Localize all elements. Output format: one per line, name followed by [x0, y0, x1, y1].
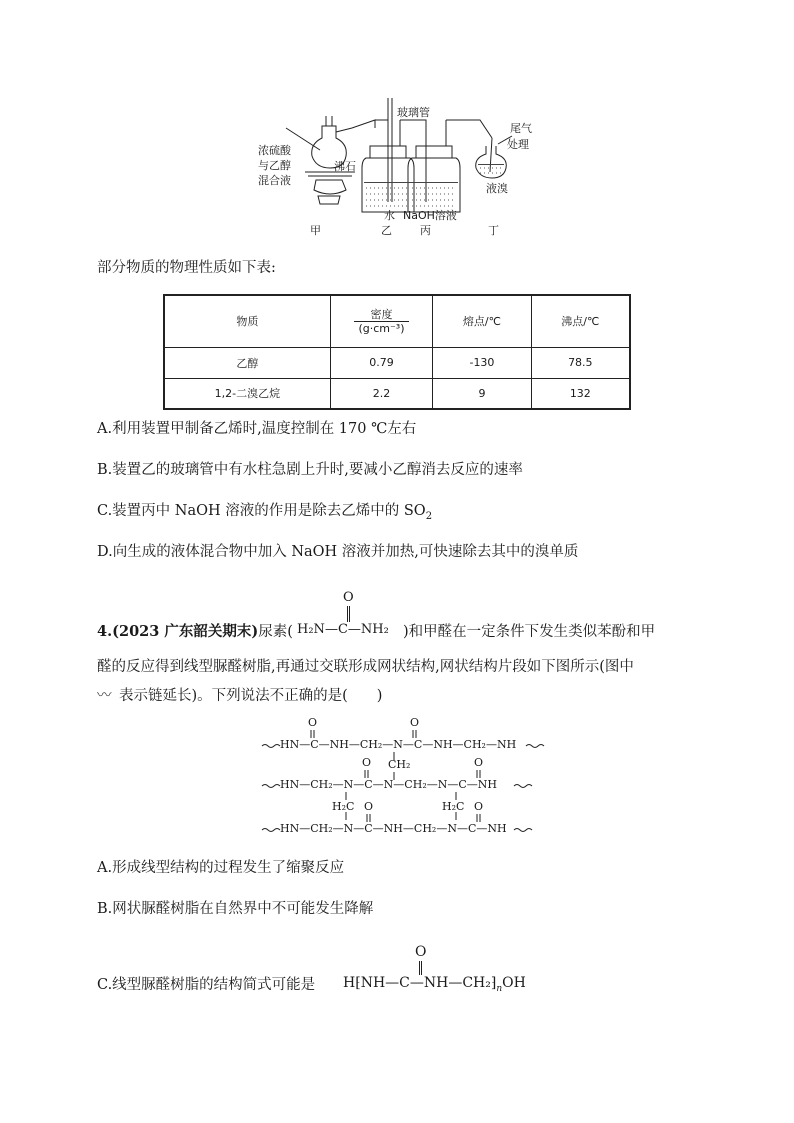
density-numerator: 密度	[354, 308, 408, 322]
wavy-icon: 〰	[97, 688, 112, 704]
network-ch2-1: CH₂	[388, 758, 411, 771]
label-acid-3: 混合液	[258, 174, 291, 187]
linear-oh: OH	[502, 975, 526, 991]
header-substance: 物质	[164, 295, 330, 347]
q3-option-c-subscript: 2	[425, 510, 433, 522]
q3-option-c	[97, 501, 432, 527]
cell-boiling: 132	[531, 378, 630, 409]
q3-option-a: A.利用装置甲制备乙烯时,温度控制在 170 ℃左右	[97, 421, 417, 437]
network-o-2: O	[410, 716, 420, 729]
header-boiling-point: 沸点/℃	[531, 295, 630, 347]
linear-double-bond	[419, 961, 422, 975]
header-density	[330, 295, 433, 347]
network-row-1: HN—C—NH—CH₂—N—C—NH—CH₂—NH	[280, 738, 517, 751]
cell-melting: -130	[433, 347, 531, 378]
linear-n: n	[496, 983, 503, 994]
q3-option-d: D.向生成的液体混合物中加入 NaOH 溶液并加热,可快速除去其中的溴单质	[97, 544, 579, 560]
cell-density: 2.2	[330, 378, 433, 409]
table-row	[164, 347, 630, 378]
header-melting-point: 熔点/℃	[433, 295, 531, 347]
q3-option-c-text: C.装置丙中 NaOH 溶液的作用是除去乙烯中的 SO	[97, 503, 426, 519]
density-denominator: (g·cm⁻³)	[358, 321, 405, 335]
q4-line1-b: )和甲醛在一定条件下发生类似苯酚和甲	[402, 624, 656, 640]
q4-line2: 醛的反应得到线型脲醛树脂,再通过交联形成网状结构,网状结构片段如下图所示(图中	[97, 659, 634, 675]
cell-substance: 1,2-二溴乙烷	[164, 378, 330, 409]
network-structure	[260, 716, 550, 846]
label-naoh: NaOH溶液	[403, 209, 457, 222]
label-acid-2: 与乙醇	[258, 159, 291, 172]
q3-option-b: B.装置乙的玻璃管中有水柱急剧上升时,要减小乙醇消去反应的速率	[97, 462, 523, 478]
cell-boiling: 78.5	[531, 347, 630, 378]
label-jia: 甲	[310, 224, 321, 237]
q4-number: 4.	[97, 623, 113, 640]
network-row-3: HN—CH₂—N—C—NH—CH₂—N—C—NH	[280, 822, 507, 835]
label-water: 水	[384, 209, 395, 222]
urea-double-bond	[347, 606, 350, 622]
label-tail-gas-2: 处理	[507, 138, 529, 151]
network-o-1: O	[308, 716, 318, 729]
cell-density: 0.79	[330, 347, 433, 378]
network-row-2: HN—CH₂—N—C—N—CH₂—N—C—NH	[280, 778, 497, 791]
q4-option-b: B.网状脲醛树脂在自然界中不可能发生降解	[97, 901, 374, 917]
label-tail-gas-1: 尾气	[510, 122, 532, 135]
urea-left: H₂N	[297, 622, 325, 637]
urea-right: NH₂	[360, 622, 389, 637]
table-intro: 部分物质的物理性质如下表:	[97, 260, 276, 276]
network-o-5: O	[364, 800, 374, 813]
q4-line1-a: 尿素(	[258, 624, 293, 640]
label-acid-1: 浓硫酸	[258, 144, 291, 157]
q4-line3	[97, 686, 382, 706]
network-h2c-2: H₂C	[442, 800, 465, 813]
q4-option-a: A.形成线型结构的过程发生了缩聚反应	[97, 860, 345, 876]
network-o-3: O	[362, 756, 372, 769]
urea-c: C	[337, 622, 348, 637]
network-h2c-1: H₂C	[332, 800, 355, 813]
network-o-6: O	[474, 800, 484, 813]
linear-formula	[343, 975, 526, 994]
urea-o: O	[343, 590, 354, 605]
table-row	[164, 378, 630, 409]
label-boiling-chip: 沸石	[334, 160, 356, 173]
label-glass-tube: 玻璃管	[397, 106, 430, 119]
label-bing: 丙	[420, 224, 431, 237]
linear-body: NH—C—NH—CH₂	[360, 975, 491, 991]
label-liquid-bromine: 液溴	[486, 182, 508, 195]
q4-source: (2023 广东韶关期末)	[112, 623, 259, 640]
label-yi: 乙	[381, 224, 392, 237]
q4-option-c: C.线型脲醛树脂的结构简式可能是	[97, 977, 316, 993]
bracket-right-icon: ⁆	[490, 975, 497, 991]
network-o-4: O	[474, 756, 484, 769]
linear-o: O	[415, 944, 427, 960]
cell-melting: 9	[433, 378, 531, 409]
label-ding: 丁	[488, 224, 499, 237]
cell-substance: 乙醇	[164, 347, 330, 378]
q4-line3-text: 表示链延长)。下列说法不正确的是( )	[119, 688, 383, 704]
linear-h: H	[343, 975, 356, 991]
urea-formula: H₂N—C—NH₂	[297, 622, 389, 637]
bracket-left-icon: ⁅	[355, 975, 361, 991]
properties-table	[163, 294, 631, 410]
